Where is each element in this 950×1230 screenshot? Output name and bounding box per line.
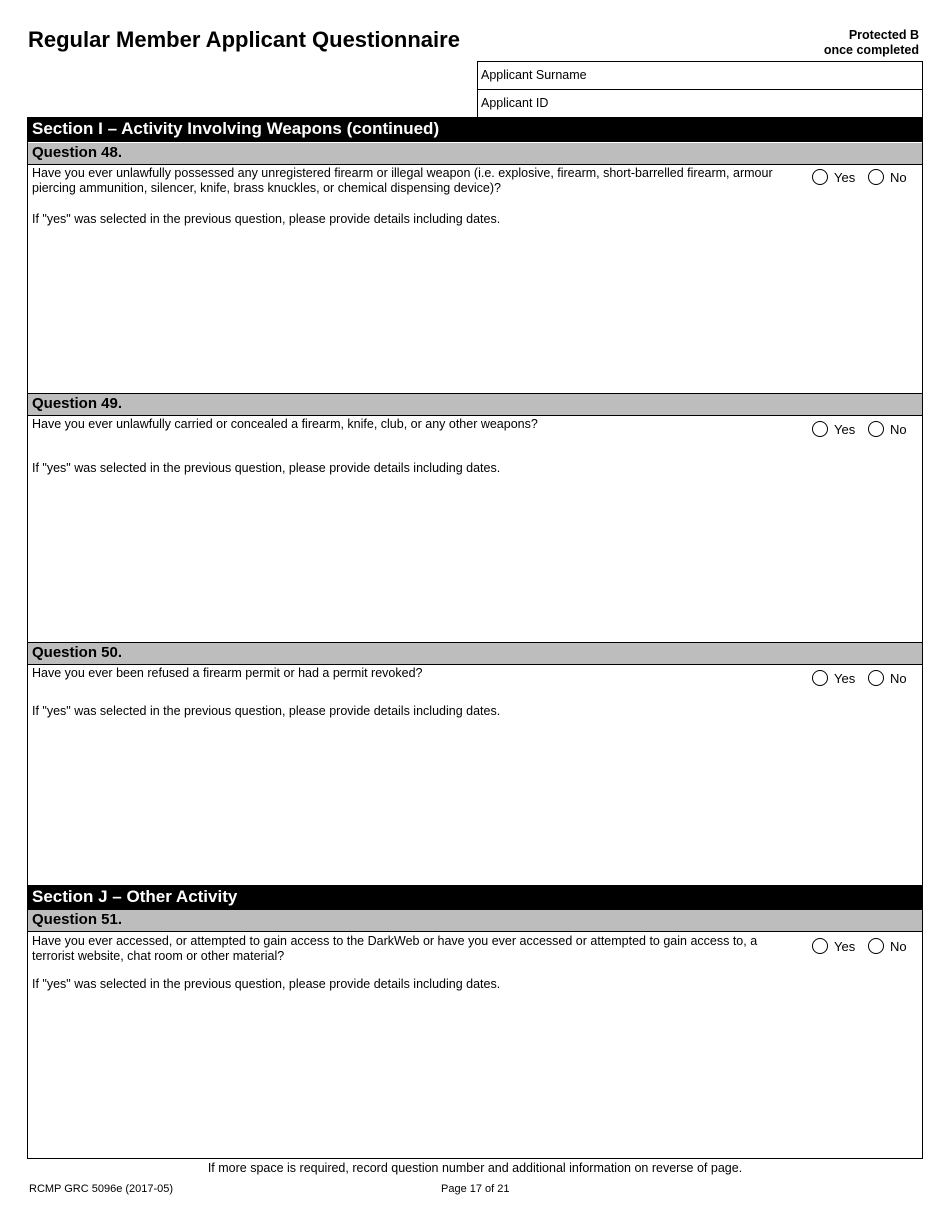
protected-line-2: once completed <box>823 43 919 57</box>
question-51-yes-label: Yes <box>834 938 856 954</box>
applicant-surname-label: Applicant Surname <box>481 68 587 82</box>
question-50-yes-option[interactable] <box>812 670 855 686</box>
question-51-no-option[interactable] <box>868 938 907 954</box>
section-j-title: Section J – Other Activity <box>32 887 238 906</box>
question-50-detail-prompt: If "yes" was selected in the previous question, please provide details including dates. <box>32 704 501 718</box>
section-j-header <box>28 885 922 910</box>
question-50-title: Question 50. <box>32 644 123 661</box>
question-50-yes-label: Yes <box>834 670 856 686</box>
question-49-yes-radio[interactable] <box>812 421 828 437</box>
question-48-yes-option[interactable] <box>812 169 855 185</box>
question-50-no-label: No <box>890 670 907 686</box>
question-48-no-label: No <box>890 169 907 185</box>
question-48-title: Question 48. <box>32 144 123 161</box>
page-title: Regular Member Applicant Questionnaire <box>28 27 460 52</box>
question-51-header <box>28 910 922 932</box>
question-50-text: Have you ever been refused a firearm permit or had a permit revoked? <box>32 666 423 680</box>
page-number: Page 17 of 21 <box>441 1183 510 1195</box>
protected-line-1: Protected B <box>848 28 919 42</box>
applicant-id-field[interactable] <box>477 89 923 118</box>
question-48-no-radio[interactable] <box>868 169 884 185</box>
form-identifier: RCMP GRC 5096e (2017-05) <box>29 1183 174 1195</box>
question-49-no-radio[interactable] <box>868 421 884 437</box>
question-51-text: Have you ever accessed, or attempted to gain access to the DarkWeb or have you ever accessed or attempted to gain access to, a terrorist website, chat room or other material? <box>32 934 758 963</box>
question-49-title: Question 49. <box>32 395 123 412</box>
applicant-id-label: Applicant ID <box>481 96 549 110</box>
question-51-title: Question 51. <box>32 911 123 928</box>
protected-classification <box>824 28 919 58</box>
questionnaire-body <box>27 117 923 1159</box>
question-48-no-option[interactable] <box>868 169 907 185</box>
question-51-no-label: No <box>890 938 907 954</box>
additional-space-note: If more space is required, record question number and additional information on reverse of page. <box>207 1161 743 1175</box>
question-51-no-radio[interactable] <box>868 938 884 954</box>
applicant-surname-field[interactable] <box>477 61 923 90</box>
question-49-no-option[interactable] <box>868 421 907 437</box>
question-49-header <box>28 394 922 416</box>
question-48-detail-prompt: If "yes" was selected in the previous question, please provide details including dates. <box>32 212 501 226</box>
question-48-yes-radio[interactable] <box>812 169 828 185</box>
question-49-no-label: No <box>890 421 907 437</box>
section-i-title: Section I – Activity Involving Weapons (continued) <box>32 119 440 138</box>
question-50-yes-radio[interactable] <box>812 670 828 686</box>
question-51-yes-radio[interactable] <box>812 938 828 954</box>
question-48-yes-label: Yes <box>834 169 856 185</box>
question-50-no-option[interactable] <box>868 670 907 686</box>
question-49-text: Have you ever unlawfully carried or concealed a firearm, knife, club, or any other weapons? <box>32 417 538 431</box>
question-49-detail-prompt: If "yes" was selected in the previous question, please provide details including dates. <box>32 461 501 475</box>
question-51-yes-option[interactable] <box>812 938 855 954</box>
question-50-header <box>28 643 922 665</box>
question-51-detail-prompt: If "yes" was selected in the previous question, please provide details including dates. <box>32 977 501 991</box>
question-50-no-radio[interactable] <box>868 670 884 686</box>
question-49-yes-option[interactable] <box>812 421 855 437</box>
section-i-header <box>28 117 922 142</box>
question-48-header <box>28 143 922 165</box>
question-49-yes-label: Yes <box>834 421 856 437</box>
question-48-text: Have you ever unlawfully possessed any unregistered firearm or illegal weapon (i.e. explosive, firearm, short-barrelled firearm, armour piercing ammunition, silencer, knife, brass knuckles, or chemical dispensing device)? <box>32 166 773 195</box>
